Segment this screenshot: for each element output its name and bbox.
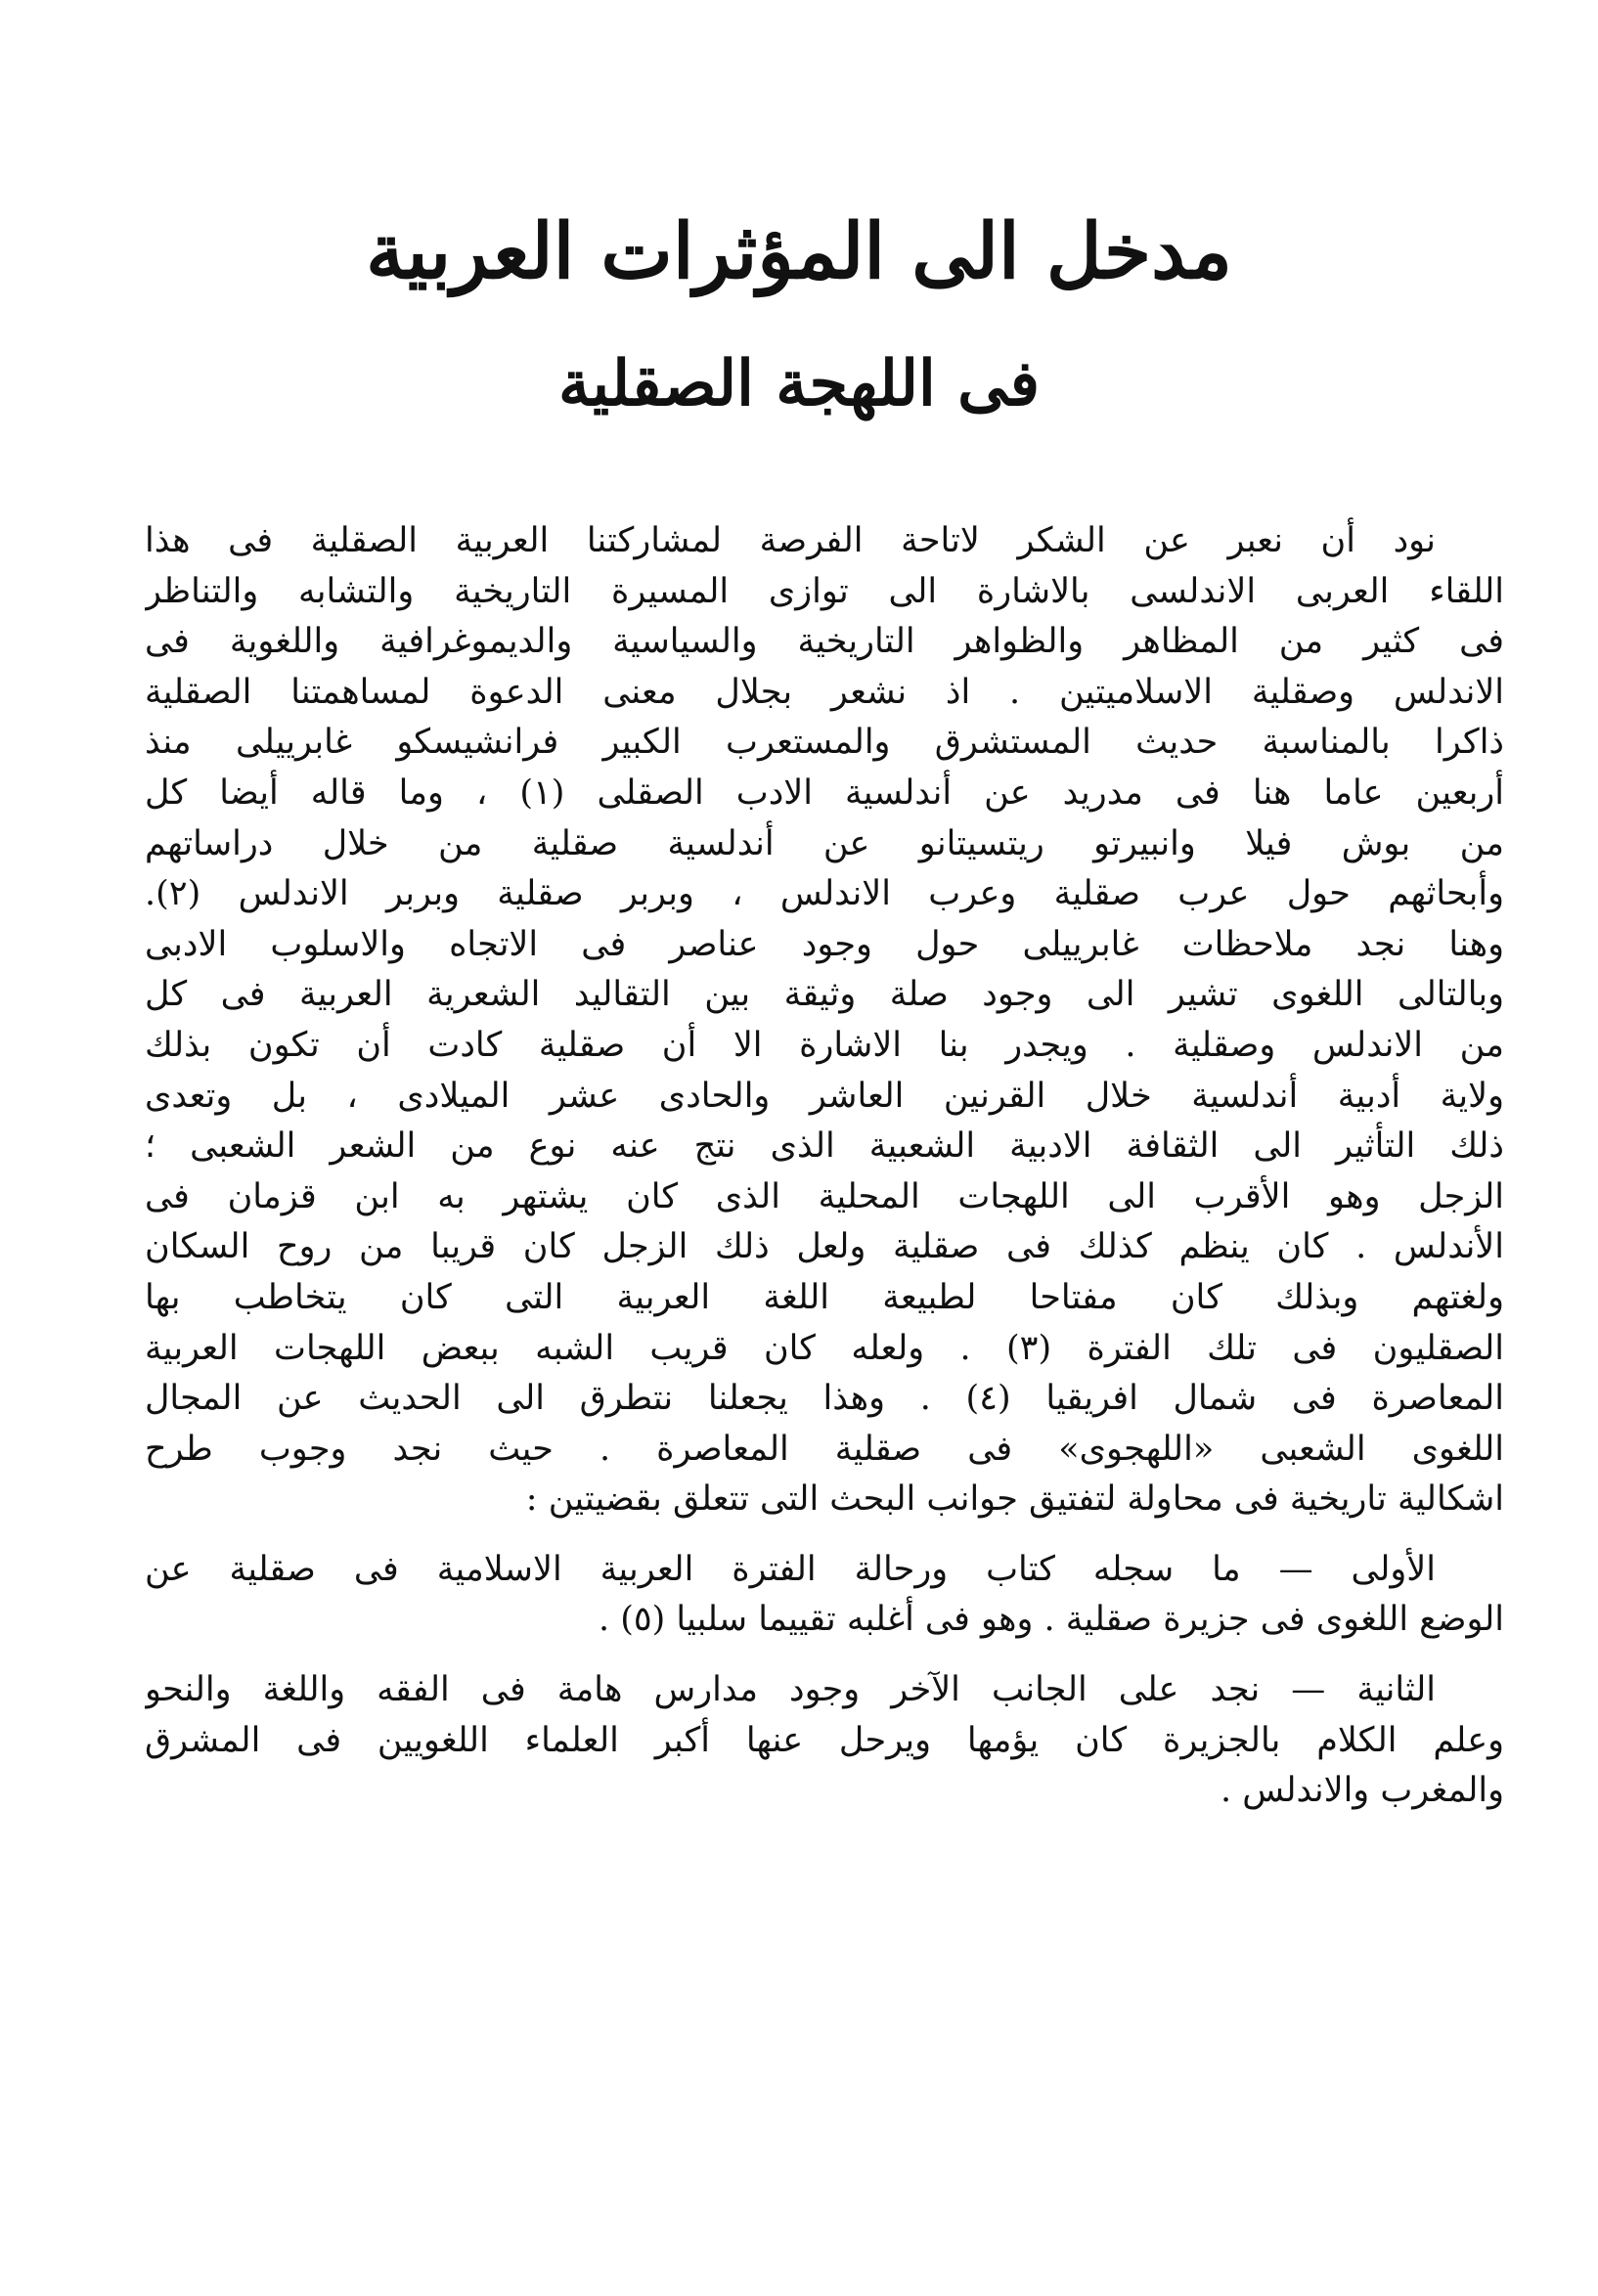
text-line: ذلك التأثير الى الثقافة الادبية الشعبية الذى نتج عنه نوع من الشعر الشعبى ؛: [145, 1126, 1504, 1167]
text-line: الصقليون فى تلك الفترة (٣) . ولعله كان قريب الشبه ببعض اللهجات العربية: [145, 1328, 1504, 1368]
text-line: اللغوى الشعبى «اللهجوى» فى صقلية المعاصرة . حيث نجد وجوب طرح: [145, 1429, 1504, 1469]
text-line: ولاية أدبية أندلسية خلال القرنين العاشر والحادى عشر الميلادى ، بل وتعدى: [145, 1076, 1504, 1116]
body-text: [145, 516, 1504, 1817]
text-line: الوضع اللغوى فى جزيرة صقلية . وهو فى أغلبه تقييما سلبيا (٥) .: [598, 1600, 1504, 1640]
item-first-issue: [145, 1545, 1504, 1646]
text-line: الأندلس . كان ينظم كذلك فى صقلية ولعل ذلك الزجل كان قريبا من روح السكان: [145, 1227, 1504, 1267]
text-line: نود أن نعبر عن الشكر لاتاحة الفرصة لمشاركتنا العربية الصقلية فى هذا: [145, 521, 1436, 560]
paragraph-1: [145, 516, 1504, 1525]
item-second-issue: [145, 1665, 1504, 1817]
text-line: وأبحاثهم حول عرب صقلية وعرب الاندلس ، وبربر صقلية وبربر الاندلس (٢).: [145, 874, 1504, 914]
page-title: مدخل الى المؤثرات العربية: [366, 207, 1232, 296]
text-line: الأولى — ما سجله كتاب ورحالة الفترة العربية الاسلامية فى صقلية عن: [145, 1549, 1436, 1589]
text-line: اللقاء العربى الاندلسى بالاشارة الى توازى المسيرة التاريخية والتشابه والتناظر: [145, 571, 1504, 611]
text-line: ذاكرا بالمناسبة حديث المستشرق والمستعرب الكبير فرانشيسكو غابرييلى منذ: [145, 723, 1504, 763]
text-line: الاندلس وصقلية الاسلاميتين . اذ نشعر بجلال معنى الدعوة لمساهمتنا الصقلية: [145, 672, 1504, 712]
text-line: فى كثير من المظاهر والظواهر التاريخية والسياسية والديموغرافية واللغوية فى: [145, 622, 1504, 662]
text-line: الزجل وهو الأقرب الى اللهجات المحلية الذى كان يشتهر به ابن قزمان فى: [145, 1176, 1504, 1216]
text-line: والمغرب والاندلس .: [1220, 1771, 1504, 1811]
text-line: أربعين عاما هنا فى مدريد عن أندلسية الادب الصقلى (١) ، وما قاله أيضا كل: [145, 773, 1504, 813]
text-line: اشكالية تاريخية فى محاولة لتفتيق جوانب البحث التى تتعلق بقضيتين :: [525, 1479, 1504, 1520]
text-line: وبالتالى اللغوى تشير الى وجود صلة وثيقة بين التقاليد الشعرية العربية فى كل: [145, 975, 1504, 1015]
page-subtitle: فى اللهجة الصقلية: [557, 347, 1041, 420]
text-line: المعاصرة فى شمال افريقيا (٤) . وهذا يجعلنا نتطرق الى الحديث عن المجال: [145, 1379, 1504, 1419]
text-line: وعلم الكلام بالجزيرة كان يؤمها ويرحل عنها أكبر العلماء اللغويين فى المشرق: [145, 1720, 1504, 1760]
text-line: ولغتهم وبذلك كان مفتاحا لطبيعة اللغة العربية التى كان يتخاطب بها: [145, 1277, 1504, 1317]
text-line: وهنا نجد ملاحظات غابرييلى حول وجود عناصر فى الاتجاه والاسلوب الادبى: [145, 924, 1504, 964]
text-line: الثانية — نجد على الجانب الآخر وجود مدارس هامة فى الفقه واللغة والنحو: [145, 1670, 1436, 1710]
text-line: من بوش فيلا وانبيرتو ريتسيتانو عن أندلسية صقلية من خلال دراساتهم: [145, 823, 1504, 863]
text-line: من الاندلس وصقلية . ويجدر بنا الاشارة الا أن صقلية كادت أن تكون بذلك: [145, 1025, 1504, 1065]
